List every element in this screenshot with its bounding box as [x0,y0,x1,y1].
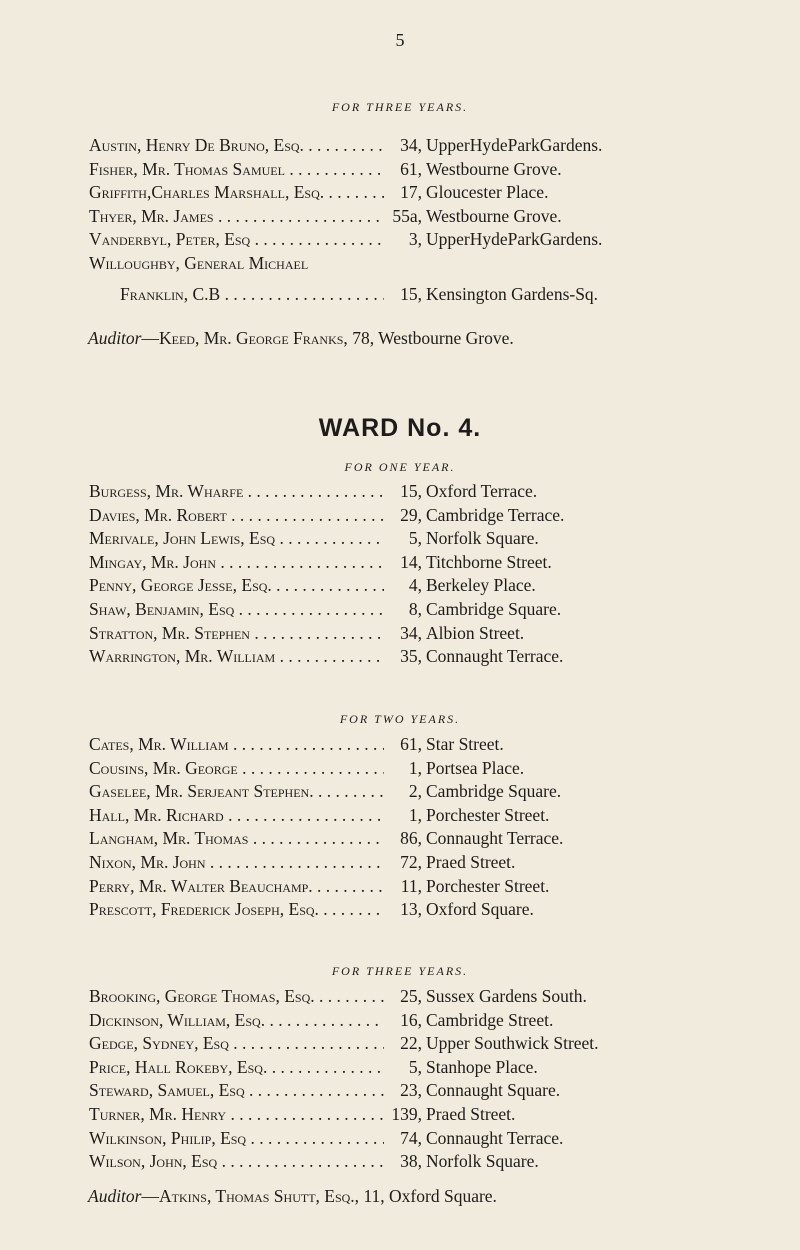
street-address: Porchester Street. [426,804,550,825]
house-number: 15, [384,480,422,504]
entry-list [0,733,800,922]
member-name: Brooking, George Thomas, Esq. . . . [89,985,385,1009]
member-name: Burgess, Mr. Wharfe . . . [89,480,385,504]
list-item [0,551,800,575]
member-name: Mingay, Mr. John . . . [89,551,385,575]
list-item [0,622,800,646]
house-number: 139, [384,1103,422,1127]
member-name: Griffith,Charles Marshall, Esq. . . . [89,181,385,205]
list-item [0,228,800,252]
house-number: 34, [384,622,422,646]
page-number: 5 [395,30,405,50]
street-address: Praed Street. [426,851,516,872]
list-item [0,985,800,1009]
street-address: Porchester Street. [426,875,550,896]
house-number: 15, [384,283,422,307]
street-address: Praed Street. [426,1103,516,1124]
house-number: 29, [384,504,422,528]
member-name: Nixon, Mr. John . . . [89,851,385,875]
street-address: Connaught Terrace. [426,828,564,849]
street-address: UpperHydeParkGardens. [426,135,603,155]
auditor-name: Atkins, Thomas Shutt, Esq., [158,1186,360,1206]
list-item [0,1079,800,1103]
list-item [0,780,800,804]
house-number: 74, [384,1127,422,1151]
street-address: Norfolk Square. [426,528,539,549]
house-number: 61, [384,733,422,757]
street-address: Titchborne Street. [426,551,552,572]
house-number: 3, [384,228,422,252]
list-item [0,645,800,669]
list-item [0,827,800,851]
list-item [0,851,800,875]
list-item [0,527,800,551]
member-name: Warrington, Mr. William . . . [89,645,385,669]
street-address: Westbourne Grove. [426,158,562,179]
street-address: Cambridge Street. [426,1009,554,1030]
list-item [0,1127,800,1151]
house-number: 1, [384,804,422,828]
list-item [0,504,800,528]
street-address: Star Street. [426,734,504,754]
house-number: 1, [384,757,422,781]
auditor-label: Auditor [88,328,142,348]
member-name: Penny, George Jesse, Esq. . . . [89,574,385,598]
section-heading: FOR ONE YEAR. [344,460,456,474]
entry-list [0,134,800,306]
member-name: Hall, Mr. Richard . . . [89,804,385,828]
house-number: 34, [384,134,422,158]
street-address: Westbourne Grove. [426,205,562,226]
house-number: 22, [384,1032,422,1056]
house-number: 17, [384,181,422,205]
member-name: Davies, Mr. Robert . . . [89,504,385,528]
house-number: 5, [384,1056,422,1080]
auditor-line [88,328,788,349]
house-number: 61, [384,158,422,182]
member-name: Gedge, Sydney, Esq . . . [89,1032,385,1056]
auditor-name: Keed, Mr. George Franks, [158,328,348,348]
house-number: 86, [384,827,422,851]
house-number: 5, [384,527,422,551]
member-name: Shaw, Benjamin, Esq . . . [89,598,385,622]
member-name: Franklin, C.B . . . [120,283,385,307]
street-address: Stanhope Place. [426,1056,538,1077]
street-address: Sussex Gardens South. [426,986,587,1006]
house-number: 8, [384,598,422,622]
member-name: Stratton, Mr. Stephen . . . [89,622,385,646]
member-name: Wilson, John, Esq . . . [89,1150,385,1174]
street-address: Oxford Terrace. [426,481,538,501]
member-name: Turner, Mr. Henry . . . [89,1103,385,1127]
house-number: 4, [384,574,422,598]
street-address: Cambridge Terrace. [426,504,565,525]
house-number: 38, [384,1150,422,1174]
street-address: Albion Street. [426,622,525,643]
street-address: Berkeley Place. [426,575,536,596]
member-name: Merivale, John Lewis, Esq . . . [89,527,385,551]
member-name: Perry, Mr. Walter Beauchamp. . . . [89,875,385,899]
house-number: 14, [384,551,422,575]
entry-list [0,985,800,1174]
list-item [0,283,800,307]
list-item [0,875,800,899]
street-address: Cambridge Square. [426,598,562,619]
member-name: Fisher, Mr. Thomas Samuel . . . [89,158,385,182]
street-address: Upper Southwick Street. [426,1033,599,1054]
member-name: Cousins, Mr. George . . . [89,757,385,781]
list-item [0,158,800,182]
street-address: Oxford Square. [426,899,534,920]
street-address: Connaught Terrace. [426,646,564,667]
list-item [0,574,800,598]
section-heading: FOR THREE YEARS. [331,100,469,114]
list-item [0,1056,800,1080]
house-number: 11, [384,875,422,899]
house-number: 72, [384,851,422,875]
house-number: 13, [384,898,422,922]
list-item [0,733,800,757]
list-item [0,1032,800,1056]
house-number: 2, [384,780,422,804]
member-name: Thyer, Mr. James . . . [89,205,385,229]
auditor-line [88,1186,788,1207]
auditor-dash: — [141,1186,159,1206]
list-item [0,1150,800,1174]
street-address: UpperHydeParkGardens. [426,229,603,250]
list-item [0,1103,800,1127]
house-number: 35, [384,645,422,669]
list-item [0,598,800,622]
list-item [0,181,800,205]
auditor-address: 78, Westbourne Grove. [352,328,514,348]
street-address: Connaught Terrace. [426,1127,564,1148]
member-name: Price, Hall Rokeby, Esq. . . . [89,1056,385,1080]
member-name: Gaselee, Mr. Serjeant Stephen. . . . [89,780,385,804]
list-item [0,1009,800,1033]
auditor-label: Auditor [88,1186,142,1206]
house-number: 23, [384,1079,422,1103]
member-name: Langham, Mr. Thomas . . . [89,827,385,851]
house-number: 25, [384,985,422,1009]
member-name: Willoughby, General Michael [89,252,309,273]
list-item [0,134,800,158]
section-heading: FOR TWO YEARS. [339,712,461,726]
street-address: Connaught Square. [426,1080,561,1101]
section-heading: FOR THREE YEARS. [331,964,469,978]
member-name: Cates, Mr. William . . . [89,733,385,757]
member-name: Steward, Samuel, Esq . . . [89,1079,385,1103]
member-name: Vanderbyl, Peter, Esq . . . [89,228,385,252]
street-address: Gloucester Place. [426,182,549,203]
list-item [0,252,800,276]
list-item [0,205,800,229]
house-number: 16, [384,1009,422,1033]
member-name: Wilkinson, Philip, Esq . . . [89,1127,385,1151]
street-address: Portsea Place. [426,757,525,778]
member-name: Prescott, Frederick Joseph, Esq. . . . [89,898,385,922]
member-name: Dickinson, William, Esq. . . . [89,1009,385,1033]
member-name: Austin, Henry De Bruno, Esq. . . . [89,134,385,158]
house-number: 55a, [384,205,422,229]
street-address: Cambridge Square. [426,781,562,802]
street-address: Kensington Gardens-Sq. [426,283,599,304]
ward-title: WARD No. 4. [318,414,482,442]
list-item [0,898,800,922]
list-item [0,480,800,504]
list-item [0,804,800,828]
street-address: Norfolk Square. [426,1151,539,1172]
auditor-dash: — [141,328,159,348]
auditor-address: 11, Oxford Square. [363,1186,497,1206]
entry-list [0,480,800,669]
list-item [0,757,800,781]
